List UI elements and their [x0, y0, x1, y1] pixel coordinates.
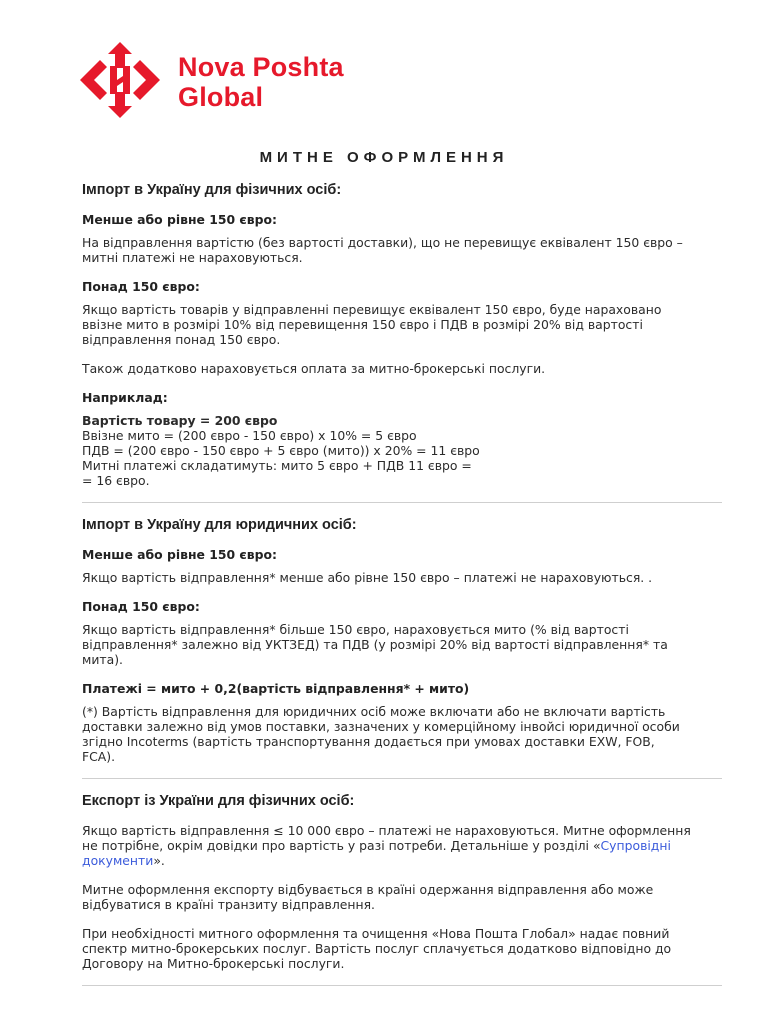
text-line: відбуватися в країні транзиту відправлення.: [82, 897, 375, 912]
subheading-over-150: Понад 150 євро:: [82, 279, 200, 294]
text-line: Якщо вартість відправлення* більше 150 євро, нараховується мито (% від вартості: [82, 622, 629, 637]
paragraph: [82, 882, 722, 912]
example-line: Ввізне мито = (200 євро - 150 євро) х 10% = 5 євро: [82, 428, 417, 443]
text-line: На відправлення вартістю (без вартості доставки), що не перевищує еквівалент 150 євро –: [82, 235, 683, 250]
document-body: [82, 182, 722, 1000]
text-line: Договору на Митно-брокерські послуги.: [82, 956, 345, 971]
text-line: При необхідності митного оформлення та очищення «Нова Пошта Глобал» надає повний: [82, 926, 670, 941]
section-import-legal-entities: [82, 517, 722, 764]
example-line: = 16 євро.: [82, 473, 150, 488]
paragraph: [82, 823, 722, 868]
section-import-individuals: [82, 182, 722, 488]
text-line: [82, 853, 722, 868]
example-line: Митні платежі складатимуть: мито 5 євро + ПДВ 11 євро =: [82, 458, 472, 473]
paragraph: [82, 302, 722, 347]
footnote: [82, 704, 722, 764]
supporting-documents-link[interactable]: Супровідні: [600, 838, 671, 853]
brand-name-line2: Global: [178, 82, 264, 112]
section-heading: Імпорт в Україну для юридичних осіб:: [82, 517, 357, 533]
subheading-over-150: Понад 150 євро:: [82, 599, 200, 614]
divider: [82, 985, 722, 986]
text-line: Митне оформлення експорту відбувається в країні одержання відправлення або може: [82, 882, 654, 897]
text-line: Якщо вартість товарів у відправленні перевищує еквівалент 150 євро, буде нараховано: [82, 302, 662, 317]
paragraph: [82, 926, 722, 971]
brand-name-line1: Nova Poshta: [178, 52, 344, 82]
text-line: згідно Incoterms (вартість транспортування додається при умовах доставки EXW, FOB,: [82, 734, 655, 749]
section-export-individuals: [82, 793, 722, 971]
section-heading: Імпорт в Україну для фізичних осіб:: [82, 182, 342, 198]
divider: [82, 778, 722, 779]
text-line: (*) Вартість відправлення для юридичних осіб може включати або не включати вартість: [82, 704, 666, 719]
text-line: митні платежі не нараховуються.: [82, 250, 303, 265]
supporting-documents-link-cont[interactable]: документи: [82, 853, 154, 868]
text-line: мита).: [82, 652, 123, 667]
text-line: Якщо вартість відправлення ≤ 10 000 євро – платежі не нараховуються. Митне оформлення: [82, 823, 691, 838]
page-title: МИТНЕ ОФОРМЛЕННЯ: [259, 149, 509, 166]
subheading-under-150: Менше або рівне 150 євро:: [82, 212, 277, 227]
brand-name: [178, 52, 344, 112]
paragraph: [82, 622, 722, 667]
example-block: [82, 413, 722, 488]
divider: [82, 502, 722, 503]
text-line: відправлення понад 150 євро.: [82, 332, 281, 347]
text-fragment: ».: [153, 853, 165, 868]
section-heading: Експорт із України для фізичних осіб:: [82, 793, 355, 809]
example-line: ПДВ = (200 євро - 150 євро + 5 євро (мито)) х 20% = 11 євро: [82, 443, 480, 458]
paragraph: [82, 235, 722, 265]
subheading-under-150: Менше або рівне 150 євро:: [82, 547, 277, 562]
example-line: Вартість товару = 200 євро: [82, 413, 278, 428]
text-line: доставки залежно від умов поставки, зазначених у комерційному інвойсі юридичної особи: [82, 719, 680, 734]
text-line: ввізне мито в розмірі 10% від перевищення 150 євро і ПДВ в розмірі 20% від вартості: [82, 317, 643, 332]
text-line: спектр митно-брокерських послуг. Вартість послуг сплачується додатково відповідно до: [82, 941, 672, 956]
payment-formula: Платежі = мито + 0,2(вартість відправлення* + мито): [82, 681, 470, 696]
text-fragment: не потрібне, окрім довідки про вартість у разі потреби. Детальніше у розділі «: [82, 838, 601, 853]
text-line: відправлення* залежно від УКТЗЕД) та ПДВ (у розмірі 20% від вартості відправлення* та: [82, 637, 668, 652]
paragraph: Також додатково нараховується оплата за митно-брокерські послуги.: [82, 361, 546, 376]
example-label: Наприклад:: [82, 390, 168, 405]
nova-poshta-logo-icon: [80, 42, 160, 118]
paragraph: Якщо вартість відправлення* менше або рівне 150 євро – платежі не нараховуються. .: [82, 570, 653, 585]
text-line: FCA).: [82, 749, 116, 764]
text-line: [82, 838, 722, 853]
